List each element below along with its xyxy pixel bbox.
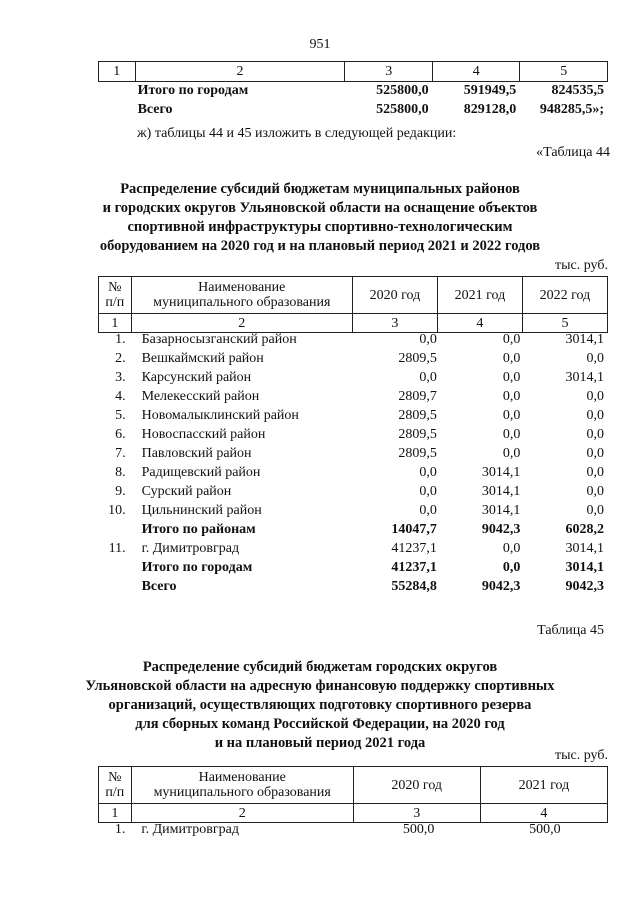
row-name: Всего xyxy=(137,102,173,117)
table45-title xyxy=(0,658,640,753)
table-row xyxy=(98,425,608,444)
cell-2022: 6028,2 xyxy=(565,522,604,537)
cell-2021: 3014,1 xyxy=(481,503,521,518)
row-name: Сурский район xyxy=(141,484,232,499)
table-row xyxy=(98,539,608,558)
row-name: Павловский район xyxy=(141,446,252,461)
row-name: Радищевский район xyxy=(141,465,261,480)
table45-body xyxy=(98,820,608,839)
cell-2021: 0,0 xyxy=(502,560,521,575)
title-line: оборудованием на 2020 год и на плановый период 2021 и 2022 годов xyxy=(99,238,541,254)
col-number: 4 xyxy=(432,62,520,82)
col-number: 3 xyxy=(352,314,437,333)
table-row xyxy=(98,81,608,100)
cell-2021: 0,0 xyxy=(502,408,521,423)
header-year: 2020 год xyxy=(352,277,437,314)
title-line: Распределение субсидий бюджетам городских округов xyxy=(142,659,498,675)
row-number: 6. xyxy=(115,427,126,442)
row-number: 9. xyxy=(115,484,126,499)
table-row xyxy=(98,520,608,539)
col-number: 5 xyxy=(520,62,608,82)
table-row xyxy=(98,406,608,425)
cell-2021: 0,0 xyxy=(502,389,521,404)
table-row xyxy=(98,820,608,839)
cell-2022: 3014,1 xyxy=(565,370,604,385)
table44-title xyxy=(0,180,640,256)
cell-2020: 0,0 xyxy=(419,484,437,499)
row-number: 4. xyxy=(115,389,126,404)
cell-2022: 0,0 xyxy=(586,408,604,423)
table-row xyxy=(98,387,608,406)
header-year: 2021 год xyxy=(437,277,522,314)
table45-label: Таблица 45 xyxy=(537,623,604,638)
cell-2022: 824535,5 xyxy=(551,83,604,98)
cell-2020: 41237,1 xyxy=(391,560,437,575)
header-number: № п/п xyxy=(99,277,132,314)
cell-2020: 525800,0 xyxy=(376,83,429,98)
title-line: спортивной инфраструктуры спортивно-технологическим xyxy=(127,219,513,235)
row-number xyxy=(98,520,132,539)
cell-2020: 2809,5 xyxy=(398,446,437,461)
table-row xyxy=(98,330,608,349)
row-name: Итого по городам xyxy=(137,83,249,98)
cell-2022: 0,0 xyxy=(586,465,604,480)
cell-2022: 0,0 xyxy=(586,503,604,518)
title-line: Распределение субсидий бюджетам муниципальных районов xyxy=(120,181,520,197)
title-line: организаций, осуществляющих подготовку спортивного резерва xyxy=(108,697,532,713)
cell-2020: 55284,8 xyxy=(391,579,437,594)
cell-2020: 2809,7 xyxy=(398,389,437,404)
table-row xyxy=(98,577,608,596)
header-name: Наименование муниципального образования xyxy=(131,767,353,804)
cell-2020: 2809,5 xyxy=(398,427,437,442)
cell-2021: 9042,3 xyxy=(481,579,521,594)
row-name: г. Димитровград xyxy=(141,822,239,837)
cell-2021: 500,0 xyxy=(529,822,561,837)
cell-2021: 0,0 xyxy=(502,332,521,347)
page-number: 951 xyxy=(309,37,331,52)
col-number: 1 xyxy=(99,62,136,82)
row-number xyxy=(98,558,132,577)
row-name: Цильнинский район xyxy=(141,503,262,518)
col-number: 1 xyxy=(99,314,132,333)
cell-2021: 3014,1 xyxy=(481,465,521,480)
header-name: Наименование муниципального образования xyxy=(131,277,352,314)
instruction-text: ж) таблицы 44 и 45 изложить в следующей редакции: xyxy=(137,126,457,141)
row-number: 1. xyxy=(115,332,126,347)
row-number xyxy=(98,577,132,596)
table44-header xyxy=(98,276,608,333)
cell-2020: 0,0 xyxy=(419,503,437,518)
row-name: Вешкаймский район xyxy=(141,351,264,366)
col-number: 2 xyxy=(131,314,352,333)
cell-2020: 525800,0 xyxy=(376,102,429,117)
table44-body xyxy=(98,330,608,596)
cell-2022: 0,0 xyxy=(586,427,604,442)
row-number: 7. xyxy=(115,446,126,461)
col-number: 2 xyxy=(135,62,345,82)
col-number: 2 xyxy=(131,804,353,823)
cell-2020: 0,0 xyxy=(419,370,437,385)
col-number: 5 xyxy=(522,314,607,333)
table44-label: «Таблица 44 xyxy=(536,145,610,160)
col-number: 3 xyxy=(353,804,480,823)
cell-2021: 0,0 xyxy=(502,541,521,556)
row-number: 8. xyxy=(115,465,126,480)
cell-2022: 948285,5»; xyxy=(539,102,604,117)
cell-2021: 0,0 xyxy=(502,446,521,461)
cell-2020: 0,0 xyxy=(419,465,437,480)
table-row xyxy=(98,444,608,463)
cell-2021: 0,0 xyxy=(502,370,521,385)
cell-2022: 3014,1 xyxy=(565,541,604,556)
cell-2020: 2809,5 xyxy=(398,408,437,423)
cell-2020: 0,0 xyxy=(419,332,437,347)
title-line: и на плановый период 2021 года xyxy=(214,735,426,751)
cell-2020: 14047,7 xyxy=(391,522,437,537)
cell-2020: 41237,1 xyxy=(391,541,437,556)
cell-2021: 9042,3 xyxy=(481,522,521,537)
row-name: Новоспасский район xyxy=(141,427,266,442)
title-line: и городских округов Ульяновской области на оснащение объектов xyxy=(102,200,538,216)
title-line: для сборных команд Российской Федерации, на 2020 год xyxy=(135,716,505,732)
cell-2022: 3014,1 xyxy=(565,560,604,575)
cell-2022: 3014,1 xyxy=(565,332,604,347)
row-number: 5. xyxy=(115,408,126,423)
cell-2022: 0,0 xyxy=(586,446,604,461)
row-number: 1. xyxy=(114,822,126,837)
title-line: Ульяновской области на адресную финансовую поддержку спортивных xyxy=(85,678,555,694)
header-number: № п/п xyxy=(99,767,132,804)
table45-unit: тыс. руб. xyxy=(555,748,608,763)
cell-2020: 500,0 xyxy=(402,822,435,837)
table-row xyxy=(98,558,608,577)
row-number: 2. xyxy=(115,351,126,366)
col-number: 1 xyxy=(99,804,132,823)
col-number: 3 xyxy=(345,62,433,82)
row-number: 3. xyxy=(115,370,126,385)
cell-2021: 0,0 xyxy=(502,427,521,442)
row-name: Всего xyxy=(141,579,177,594)
top-table-body xyxy=(98,81,608,119)
top-table-header xyxy=(98,61,608,82)
col-number: 4 xyxy=(437,314,522,333)
row-name: Карсунский район xyxy=(141,370,252,385)
row-name: Итого по районам xyxy=(141,522,256,537)
cell-2021: 3014,1 xyxy=(481,484,521,499)
table-row xyxy=(98,501,608,520)
cell-2020: 2809,5 xyxy=(398,351,437,366)
table44-unit: тыс. руб. xyxy=(555,258,608,273)
cell-2021: 829128,0 xyxy=(463,102,517,117)
row-number: 11. xyxy=(108,541,126,556)
col-number: 4 xyxy=(480,804,607,823)
table-row xyxy=(98,100,608,119)
cell-2022: 9042,3 xyxy=(565,579,604,594)
row-name: Новомалыклинский район xyxy=(141,408,299,423)
header-year: 2020 год xyxy=(353,767,480,804)
table-row xyxy=(98,482,608,501)
row-name: г. Димитровград xyxy=(141,541,240,556)
header-year: 2022 год xyxy=(522,277,607,314)
table-row xyxy=(98,349,608,368)
table-row xyxy=(98,368,608,387)
row-number: 10. xyxy=(108,503,126,518)
cell-2022: 0,0 xyxy=(586,389,604,404)
row-name: Базарносызганский район xyxy=(141,332,297,347)
table-row xyxy=(98,463,608,482)
cell-2022: 0,0 xyxy=(586,484,604,499)
cell-2022: 0,0 xyxy=(586,351,604,366)
header-year: 2021 год xyxy=(480,767,607,804)
cell-2021: 591949,5 xyxy=(463,83,517,98)
row-name: Итого по городам xyxy=(141,560,253,575)
cell-2021: 0,0 xyxy=(502,351,521,366)
row-name: Мелекесский район xyxy=(141,389,260,404)
table45-header xyxy=(98,766,608,823)
